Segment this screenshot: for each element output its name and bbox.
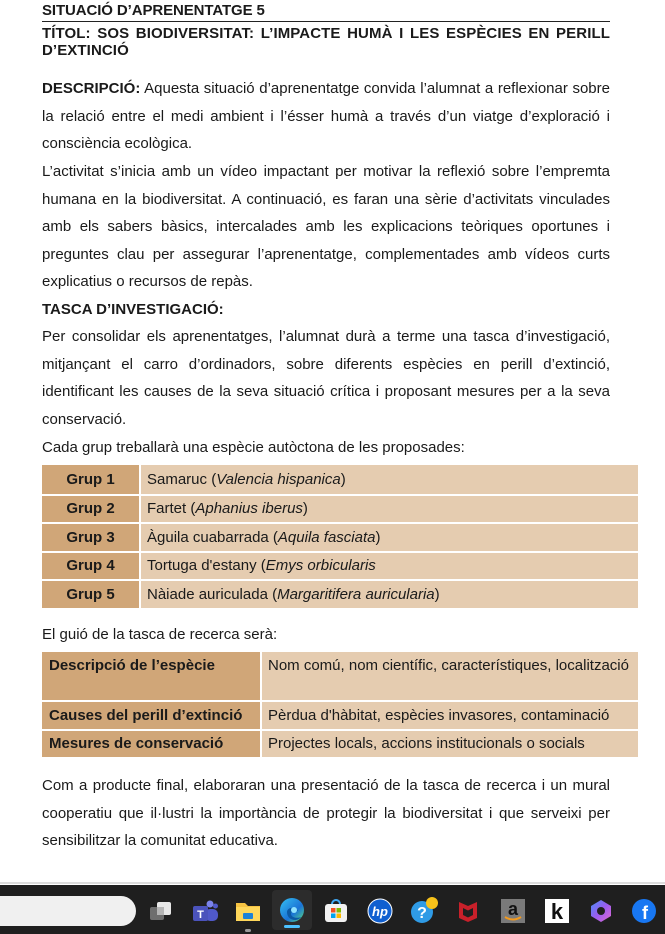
guide-value: Projectes locals, accions institucionals o socials [260,729,638,758]
hp-icon[interactable] [364,895,396,927]
group-label: Grup 4 [42,551,139,580]
scientific-name: Emys orbicularis [265,557,376,575]
group-label: Grup 3 [42,522,139,551]
active-indicator [284,925,300,928]
species-cell: Tortuga d'estany (Emys orbicularis [139,551,638,580]
table-row [42,522,638,551]
description-text: Aquesta situació d’aprenentatge convida l’alumnat a reflexionar sobre la relació entre el medi ambient i l’ésser humà a través d’un viatge d’exploració i consciència ecològica. [42,80,610,152]
guide-key: Causes del perill d’extinció [42,700,260,729]
teams-letter: T [197,909,204,921]
group-label: Grup 2 [42,494,139,523]
table-row [42,465,638,494]
table-row [42,494,638,523]
groups-intro: Cada grup treballarà una espècie autòctona de les proposades: [42,439,465,456]
facebook-letter: f [642,903,648,923]
scientific-name: Margaritifera auricularia [277,585,435,603]
species-cell: Àguila cuabarrada (Aquila fasciata) [139,522,638,551]
groups-table [42,465,638,608]
task-heading: TASCA D’INVESTIGACIÓ: [42,301,224,318]
guide-value: Nom comú, nom científic, característiques, localització [260,652,638,700]
mcafee-icon[interactable] [452,895,484,927]
guide-intro: El guió de la tasca de recerca serà: [42,626,278,643]
table-row [42,551,638,580]
species-cell: Fartet (Aphanius iberus) [139,494,638,523]
taskbar-search-input[interactable] [0,896,136,926]
final-product-paragraph: Com a producte final, elaboraran una presentació de la tasca de recerca i un mural cooperatiu que il·lustri la importància de protegir la biodiversitat i que serveixi per sensibilitzar la comunitat educativa. [42,777,610,849]
k-letter: k [550,899,564,924]
scientific-name: Valencia hispanica [216,470,341,488]
document-title: TÍTOL: SOS BIODIVERSITAT: L’IMPACTE HUMÀ I LES ESPÈCIES EN PERILL D’EXTINCIÓ [42,25,610,59]
situation-title: SITUACIÓ D’APRENENTATGE 5 [42,2,610,22]
research-guide-table [42,652,638,757]
facebook-icon[interactable] [628,895,660,927]
amazon-icon[interactable] [497,895,529,927]
activity-paragraph: L’activitat s’inicia amb un vídeo impactant per motivar la reflexió sobre l’empremta humana en la biodiversitat. A continuació, es faran una sèrie d’activitats vinculades amb els sabers bàsics, intercalades amb les explicacions teòriques oportunes i preguntes clau per assegurar l’aprenentatge, complementades amb vídeos curts explicatius o recursos de repàs. [42,163,610,290]
task-paragraph: Per consolidar els aprenentatges, l’alumnat durà a terme una tasca d’investigació, mitjançant el carro d’ordinadors, sobre diferents espècies en perill d’extinció, identificant les causes de la seva situació crítica i proposant mesures per a la seva conservació. [42,328,610,428]
running-indicator [245,929,251,932]
help-icon[interactable] [408,895,440,927]
amazon-letter: a [507,899,519,919]
table-row [42,729,638,758]
microsoft-store-icon[interactable] [320,895,352,927]
teams-icon[interactable] [189,895,221,927]
description-paragraph [42,75,610,158]
table-row [42,700,638,729]
task-view-icon[interactable] [145,895,177,927]
taskbar [0,885,665,934]
guide-value: Pèrdua d'hàbitat, espècies invasores, contaminació [260,700,638,729]
notification-badge [426,897,438,909]
hp-letters: hp [372,904,388,919]
guide-key: Descripció de l’espècie [42,652,260,700]
page-divider [0,882,665,884]
group-label: Grup 5 [42,579,139,608]
help-glyph: ? [417,905,427,922]
table-row [42,652,638,700]
description-label: DESCRIPCIÓ: [42,80,141,97]
file-explorer-icon[interactable] [232,895,264,927]
scientific-name: Aquila fasciata [277,528,376,546]
species-cell: Nàiade auriculada (Margaritifera auricularia) [139,579,638,608]
guide-key: Mesures de conservació [42,729,260,758]
species-cell: Samaruc (Valencia hispanica) [139,465,638,494]
table-row [42,579,638,608]
scientific-name: Aphanius iberus [195,500,303,518]
copilot-icon[interactable] [585,895,617,927]
edge-icon[interactable] [272,890,312,930]
k-app-icon[interactable] [541,895,573,927]
group-label: Grup 1 [42,465,139,494]
